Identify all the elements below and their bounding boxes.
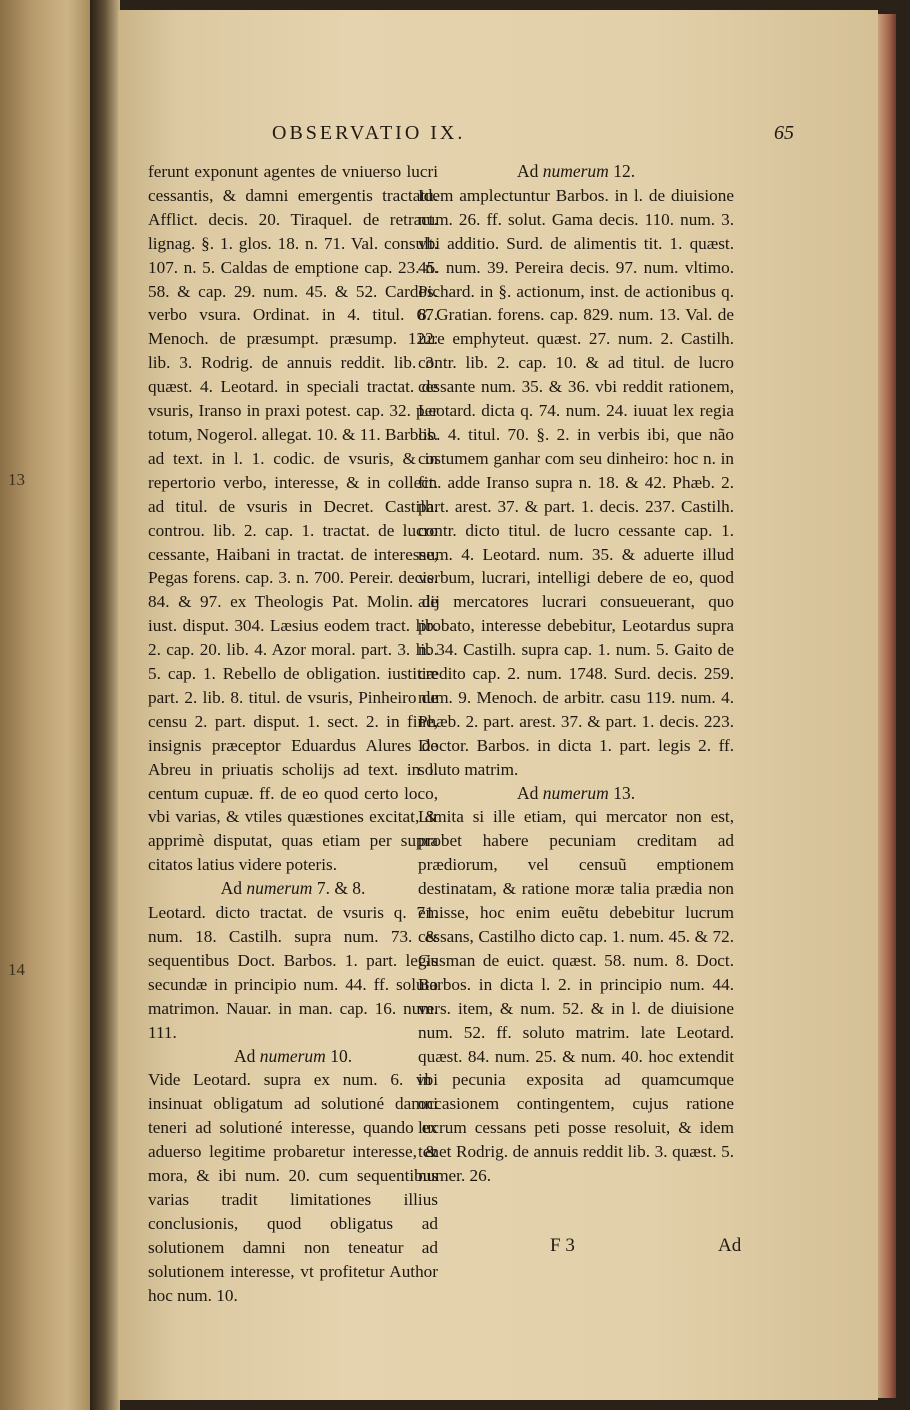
page-number: 65 [774, 122, 794, 144]
signature-mark: F 3 [550, 1235, 575, 1256]
left-paragraph-1: ferunt exponunt agentes de vniuerso lucri cessantis, & damni emergentis tractatu. Afflict. decis. 20. Tiraquel. de retract. lignag. §. 1. glos. 18. n. 71. Val. consult. 107. n. 5. Caldas de emptione cap. 23. n. 58. & cap. 29. num. 45. & 52. Cardos. verbo vsura. Ordinat. in 4. titul. 67. Menoch. de præsumpt. præsump. 122. lib. 3. Rodrig. de annuis reddit. lib. 3. quæst. 4. Leotard. in speciali tractat. de vsuris, Iranso in praxi potest. cap. 32. per totum, Nogerol. allegat. 10. & 11. Barbos. ad text. in l. 1. codic. de vsuris, & in repertorio verbo, interesse, & in collect. ad titul. de vsuris in Decret. Castilh. controu. lib. 2. cap. 1. tractat. de lucro cessante, Haibani in tractat. de interesse, Pegas forens. cap. 3. n. 700. Pereir. decis. 84. & 97. ex Theologis Pat. Molin. de iust. disput. 304. Læsius eodem tract. lib. 2. cap. 20. lib. 4. Azor moral. part. 3. lib. 5. cap. 1. Rebello de obligation. iustitiæ part. 2. lib. 8. titul. de vsuris, Pinheiro de censu 2. part. disput. 1. sect. 2. in fine, insignis præceptor Eduardus Alures de Abreu in priuatis scholijs ad text. in l. centum cupuæ. ff. de eo quod certo loco, vbi varias, & vtiles quæstiones excitat, & apprimè disputat, quas etiam per supra citatos latius videre poteris. [148, 162, 438, 875]
left-paragraph-2: Leotard. dicto tractat. de vsuris q. 71. num. 18. Castilh. supra num. 73. & sequentibus Doct. Barbos. 1. part. legis secundæ in principio num. 44. ff. soluto matrimon. Nauar. in man. cap. 16. num. 111. [148, 903, 438, 1042]
left-column [148, 160, 438, 1308]
page-edge [878, 14, 896, 1398]
right-column [418, 160, 734, 1188]
right-paragraph-1: Idem amplectuntur Barbos. in l. de diuisione num. 26. ff. solut. Gama decis. 110. num. 3. vbi additio. Surd. de alimentis tit. 1. quæst. 45. num. 39. Pereira decis. 97. num. vltimo. Pichard. in §. actionum, inst. de actionibus q. 8. Gratian. forens. cap. 829. num. 13. Val. de iure emphyteut. quæst. 27. num. 2. Castilh. contr. lib. 2. cap. 10. & ad titul. de lucro cessante num. 35. & 36. vbi reddit rationem, Leotard. dicta q. 74. num. 24. iuuat lex regia lib. 4. titul. 70. §. 2. in verbis ibi, que não costumem ganhar com seu dinheiro: hoc n. in fin. adde Iranso supra n. 18. & 42. Phæb. 2. part. arest. 37. & part. 1. decis. 237. Castilh. contr. dicto titul. de lucro cessante cap. 1. num. 4. Leotard. num. 35. & aduerte illud verbum, lucrari, intelligi debere de eo, quod alij mercatores lucrari consueuerant, quo probato, interesse debebitur, Leotardus supra n. 34. Castilh. supra cap. 1. num. 5. Gaito de credito cap. 2. num. 1748. Surd. decis. 259. num. 9. Menoch. de arbitr. casu 119. num. 4. Phæb. 2. part. arest. 37. & part. 1. decis. 223. Doctor. Barbos. in dicta 1. part. legis 2. ff. soluto matrim. [418, 185, 734, 779]
section-heading: Ad numerum 13. [516, 782, 636, 803]
book-gutter [90, 0, 120, 1410]
section-heading: Ad numerum 7. & 8. [220, 878, 366, 899]
page-footer [118, 1235, 878, 1265]
left-paragraph-3: Vide Leotard. supra ex num. 6. vbi insinuat obligatum ad solutioné damni teneri ad solutioné interesse, quando ex aduerso legitime probaretur interesse, & mora, & ibi num. 20. cum sequentibus varias tradit limitationes illius conclusionis, quod obligatus ad solutionem damni non teneatur ad solutionem interesse, vt profitetur Author hoc num. 10. [148, 1070, 438, 1305]
right-paragraph-2: Limita si ille etiam, qui mercator non est, probet habere pecuniam creditam ad prædiorum, vel censuũ emptionem destinatam, & ratione moræ talia prædia non emisse, hoc enim euẽtu debebitur lucrum cessans, Castilho dicto cap. 1. num. 45. & 72. Gusman de euict. quæst. 58. num. 8. Doct. Barbos. in dicta l. 2. in principio num. 44. vers. item, & num. 52. & in l. de diuisione num. 52. ff. soluto matrim. late Leotard. quæst. 84. num. 25. & num. 40. hoc extendit in pecunia exposita ad quamcumque occasionem contingentem, cujus ratione lucrum cessans peti posse resoluit, & idem tenet Rodrig. de annuis reddit lib. 3. quæst. 5. numer. 26. [418, 807, 734, 1186]
running-title: OBSERVATIO IX. [272, 122, 466, 144]
book-page [118, 10, 878, 1400]
section-heading: Ad numerum 12. [516, 161, 636, 181]
page-header [118, 122, 878, 152]
margin-number: 14 [8, 960, 25, 979]
section-heading: Ad numerum 10. [233, 1045, 353, 1066]
margin-number: 13 [8, 470, 25, 489]
catchword: Ad [718, 1235, 742, 1256]
previous-page-edge [0, 0, 90, 1410]
